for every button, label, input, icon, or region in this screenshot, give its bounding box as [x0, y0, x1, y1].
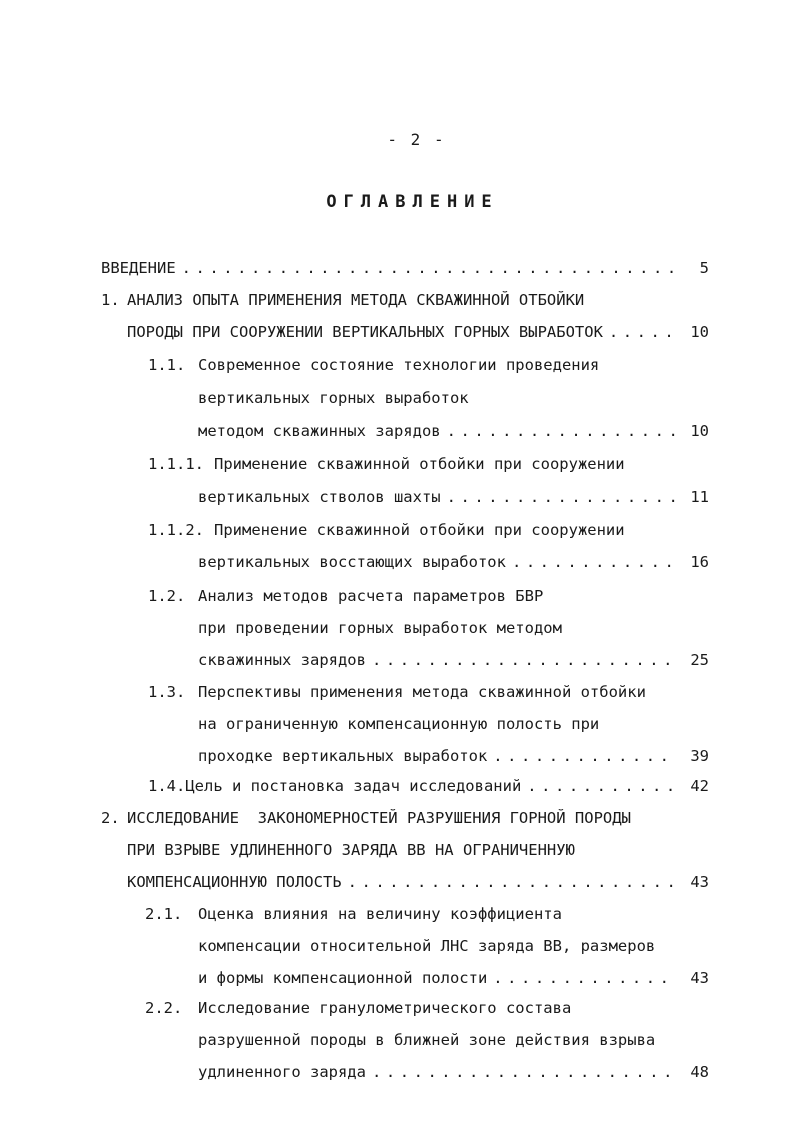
- toc-entry-ch2-cont2: [127, 868, 709, 896]
- toc-entry-number: 1.1.1.: [148, 455, 204, 473]
- toc-entry-number: 1.3.: [148, 683, 186, 701]
- toc-entry-number: 1.4.: [148, 777, 186, 795]
- page-number: - 2 -: [387, 130, 446, 149]
- toc-entry-2-1[interactable]: [145, 900, 709, 928]
- toc-entry-1-3-cont: [198, 710, 709, 738]
- toc-entry-1-1-2-cont: [198, 548, 709, 576]
- toc-entry-title: при проведении горных выработок методом: [198, 619, 562, 637]
- toc-entry-ch1-cont: [127, 318, 709, 346]
- toc-entry-title: Применение скважинной отбойки при сооружении: [214, 521, 625, 539]
- toc-entry-ch2-cont: [127, 836, 709, 864]
- toc-entry-number: 2.1.: [145, 905, 183, 923]
- toc-entry-title: ИССЛЕДОВАНИЕ ЗАКОНОМЕРНОСТЕЙ РАЗРУШЕНИЯ ГОРНОЙ ПОРОДЫ: [127, 809, 631, 827]
- toc-entry-title: Анализ методов расчета параметров БВР: [198, 587, 544, 605]
- toc-page-number: 42: [690, 777, 709, 795]
- toc-entry-number: 2.: [101, 809, 120, 827]
- toc-entry-title: Цель и постановка задач исследований: [185, 777, 522, 795]
- toc-entry-number: 2.2.: [145, 999, 183, 1017]
- toc-entry-2-1-cont2: [198, 964, 709, 992]
- page-title: ОГЛАВЛЕНИЕ: [326, 192, 499, 212]
- toc-page-number: 39: [690, 747, 709, 765]
- toc-entry-1-1-cont: [198, 384, 709, 412]
- toc-entry-title: Применение скважинной отбойки при сооружении: [214, 455, 625, 473]
- toc-entry-1-3-cont2: [198, 742, 709, 770]
- toc-entry-title: удлиненного заряда: [198, 1063, 366, 1081]
- toc-entry-title: проходке вертикальных выработок: [198, 747, 488, 765]
- toc-entry-title: ПОРОДЫ ПРИ СООРУЖЕНИИ ВЕРТИКАЛЬНЫХ ГОРНЫХ ВЫРАБОТОК: [127, 323, 603, 341]
- toc-entry-2-2-cont: [198, 1026, 709, 1054]
- toc-entry-2-2-cont2: [198, 1058, 709, 1086]
- toc-entry-title: АНАЛИЗ ОПЫТА ПРИМЕНЕНИЯ МЕТОДА СКВАЖИННОЙ ОТБОЙКИ: [127, 291, 585, 309]
- toc-entry-title: Современное состояние технологии проведения: [198, 356, 600, 374]
- leader-dots: [447, 483, 677, 511]
- leader-dots: [512, 548, 677, 576]
- toc-entry-1-2-cont2: [198, 646, 709, 674]
- toc-entry-title: и формы компенсационной полости: [198, 969, 488, 987]
- toc-entry-1-2-cont: [198, 614, 709, 642]
- leader-dots: [372, 1058, 677, 1086]
- toc-entry-title: КОМПЕНСАЦИОННУЮ ПОЛОСТЬ: [127, 873, 342, 891]
- toc-entry-ch1[interactable]: [101, 286, 709, 314]
- toc-page-number: 48: [690, 1063, 709, 1081]
- toc-entry-1-1-1[interactable]: [148, 450, 709, 478]
- leader-dots: [182, 254, 677, 282]
- toc-entry-title: Оценка влияния на величину коэффициента: [198, 905, 562, 923]
- leader-dots: [493, 964, 677, 992]
- toc-entry-1-3[interactable]: [148, 678, 709, 706]
- toc-entry-2-1-cont: [198, 932, 709, 960]
- toc-page-number: 10: [690, 323, 709, 341]
- toc-entry-ch2[interactable]: [101, 804, 709, 832]
- toc-entry-title: на ограниченную компенсационную полость при: [198, 715, 600, 733]
- toc-entry-number: 1.: [101, 291, 120, 309]
- toc-entry-1-1[interactable]: [148, 351, 709, 379]
- leader-dots: [609, 318, 677, 346]
- toc-entry-title: вертикальных восстающих выработок: [198, 553, 506, 571]
- toc-page-number: 16: [690, 553, 709, 571]
- toc-entry-title: скважинных зарядов: [198, 651, 366, 669]
- toc-page-number: 25: [690, 651, 709, 669]
- leader-dots: [527, 772, 677, 800]
- toc-entry-title: вертикальных горных выработок: [198, 389, 469, 407]
- toc-entry-1-1-2[interactable]: [148, 516, 709, 544]
- toc-page-number: 5: [699, 259, 709, 277]
- toc-entry-title: методом скважинных зарядов: [198, 422, 441, 440]
- toc-entry-1-4[interactable]: [148, 772, 709, 800]
- toc-entry-title: Исследование гранулометрического состава: [198, 999, 572, 1017]
- toc-entry-1-2[interactable]: [148, 582, 709, 610]
- leader-dots: [493, 742, 677, 770]
- toc-page-number: 10: [690, 422, 709, 440]
- toc-entry-number: 1.1.: [148, 356, 186, 374]
- toc-entry-title: ПРИ ВЗРЫВЕ УДЛИНЕННОГО ЗАРЯДА ВВ НА ОГРАНИЧЕННУЮ: [127, 841, 575, 859]
- toc-entry-title: ВВЕДЕНИЕ: [101, 259, 176, 277]
- toc-entry-title: Перспективы применения метода скважинной отбойки: [198, 683, 646, 701]
- leader-dots: [372, 646, 677, 674]
- toc-entry-number: 1.2.: [148, 587, 186, 605]
- toc-entry-intro[interactable]: [101, 254, 709, 282]
- toc-entry-title: компенсации относительной ЛНС заряда ВВ, размеров: [198, 937, 656, 955]
- leader-dots: [447, 417, 677, 445]
- toc-entry-title: разрушенной породы в ближней зоне действия взрыва: [198, 1031, 656, 1049]
- toc-page-number: 43: [690, 969, 709, 987]
- toc-entry-1-1-cont2: [198, 417, 709, 445]
- toc-page-number: 11: [690, 488, 709, 506]
- leader-dots: [348, 868, 677, 896]
- toc-entry-title: вертикальных стволов шахты: [198, 488, 441, 506]
- toc-page-number: 43: [690, 873, 709, 891]
- toc-entry-1-1-1-cont: [198, 483, 709, 511]
- toc-entry-number: 1.1.2.: [148, 521, 204, 539]
- toc-entry-2-2[interactable]: [145, 994, 709, 1022]
